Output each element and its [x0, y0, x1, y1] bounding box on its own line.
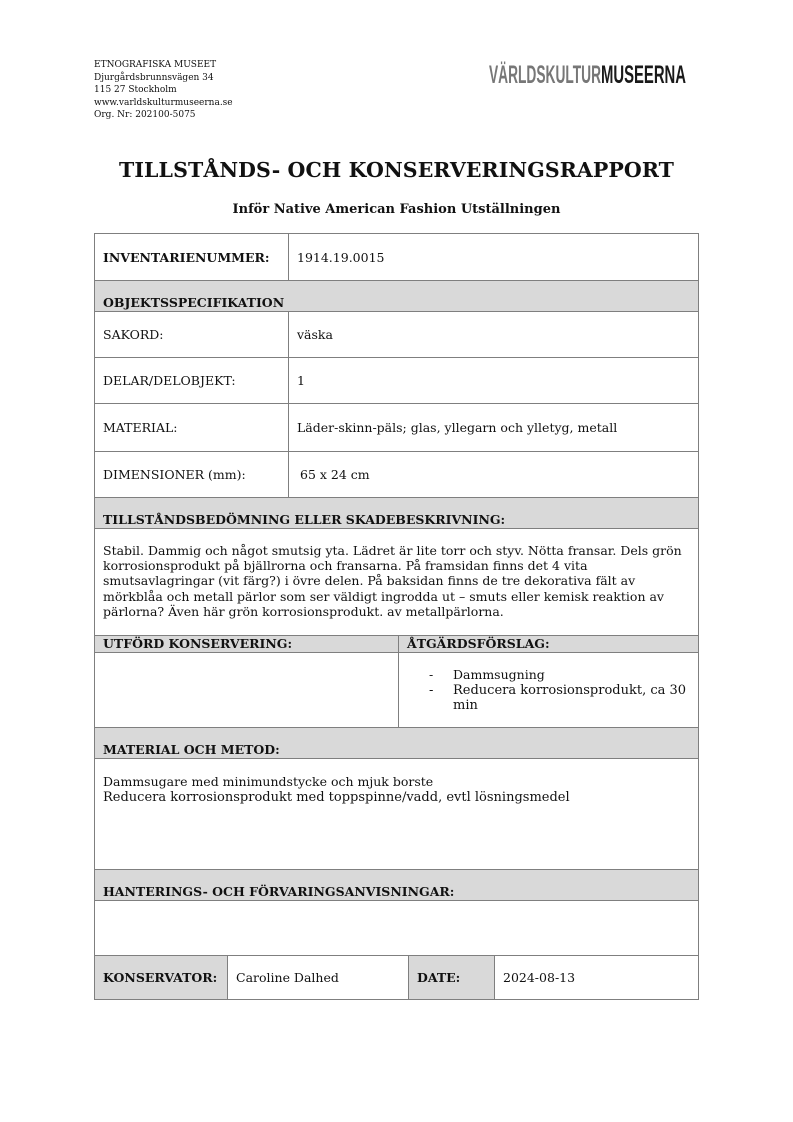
object-spec-header-row — [95, 281, 698, 312]
parts-value: 1 — [288, 358, 698, 403]
proposal-list — [429, 667, 699, 714]
dimensions-row — [95, 452, 698, 498]
parts-label: DELAR/DELOBJEKT: — [103, 373, 236, 388]
condition-text: Stabil. Dammig och något smutsig yta. Lädret är lite torr och styv. Nötta fransar. Dels grön korrosionsprodukt på bjällrorna och fransarna. På framsidan finns det 4 vita smutsavlagringar (vit färg?) i övre delen. På baksidan finns de tre dekorativa fält av mörkblåa och metall pärlor som ser väldigt ingrodda ut – smuts eller kemisk reaktion av pärlorna? Även här grön korrosionsprodukt. av metallpärlorna. — [103, 543, 682, 619]
address-block — [94, 59, 233, 122]
method-header-row — [95, 728, 698, 759]
date-label: DATE: — [408, 956, 494, 999]
signature-row — [95, 956, 698, 999]
address-line: Org. Nr: 202100-5075 — [94, 110, 196, 121]
parts-row — [95, 358, 698, 404]
proposal-header: ÅTGÄRDSFÖRSLAG: — [398, 636, 698, 652]
report-form — [94, 233, 699, 1000]
material-value: Läder-skinn-päls; glas, yllegarn och ylletyg, metall — [288, 404, 698, 451]
condition-header: TILLSTÅNDSBEDÖMNING ELLER SKADEBESKRIVNING: — [103, 512, 506, 527]
object-spec-header: OBJEKTSSPECIFIKATION — [103, 295, 285, 310]
proposal-item-text: Reducera korrosionsprodukt, ca 30 min — [453, 682, 687, 714]
logo-part2: MUSEERNA — [601, 61, 686, 86]
bullet-dash: - — [429, 667, 434, 682]
material-row — [95, 404, 698, 452]
dimensions-value: 65 x 24 cm — [288, 452, 698, 497]
material-label: MATERIAL: — [103, 420, 178, 435]
proposal-item — [429, 667, 699, 683]
conservation-header-row — [95, 636, 698, 653]
inventory-label: INVENTARIENUMMER: — [103, 249, 270, 265]
conservator-value: Caroline Dalhed — [227, 956, 408, 999]
method-text — [103, 774, 570, 806]
handling-header: HANTERINGS- OCH FÖRVARINGSANVISNINGAR: — [103, 884, 455, 899]
method-row — [95, 759, 698, 870]
performed-header: UTFÖRD KONSERVERING: — [103, 636, 293, 651]
address-line: ETNOGRAFISKA MUSEET — [94, 60, 217, 70]
condition-header-row — [95, 498, 698, 529]
method-line: Reducera korrosionsprodukt med toppspinne/vadd, evtl lösningsmedel — [103, 790, 570, 805]
proposal-item-text: Dammsugning — [453, 667, 545, 682]
performed-text — [95, 653, 398, 727]
bullet-dash: - — [429, 682, 434, 698]
inventory-row — [95, 234, 698, 281]
logo-part1: VÄRLDSKULTUR — [489, 61, 601, 86]
museum-logo — [489, 60, 686, 86]
method-header: MATERIAL OCH METOD: — [103, 742, 280, 757]
sakord-label: SAKORD: — [103, 327, 164, 342]
conservator-label: KONSERVATOR: — [95, 956, 227, 999]
sakord-value: väska — [288, 312, 698, 357]
inventory-value: 1914.19.0015 — [288, 234, 698, 280]
condition-row — [95, 529, 698, 636]
report-title: TILLSTÅNDS- OCH KONSERVERINGSRAPPORT — [119, 158, 674, 182]
address-line: Djurgårdsbrunnsvägen 34 — [94, 72, 214, 83]
conservation-row — [95, 653, 698, 728]
handling-row — [95, 901, 698, 956]
proposal-item — [429, 683, 699, 714]
handling-text — [95, 901, 698, 955]
address-line: www.varldskulturmuseerna.se — [94, 97, 233, 108]
report-subtitle: Inför Native American Fashion Utställningen — [232, 202, 561, 217]
date-value: 2024-08-13 — [494, 956, 698, 999]
address-line: 115 27 Stockholm — [94, 85, 177, 96]
proposal-cell — [398, 653, 698, 727]
method-line: Dammsugare med minimundstycke och mjuk borste — [103, 774, 434, 789]
sakord-row — [95, 312, 698, 358]
handling-header-row — [95, 870, 698, 901]
dimensions-label: DIMENSIONER (mm): — [103, 467, 246, 482]
